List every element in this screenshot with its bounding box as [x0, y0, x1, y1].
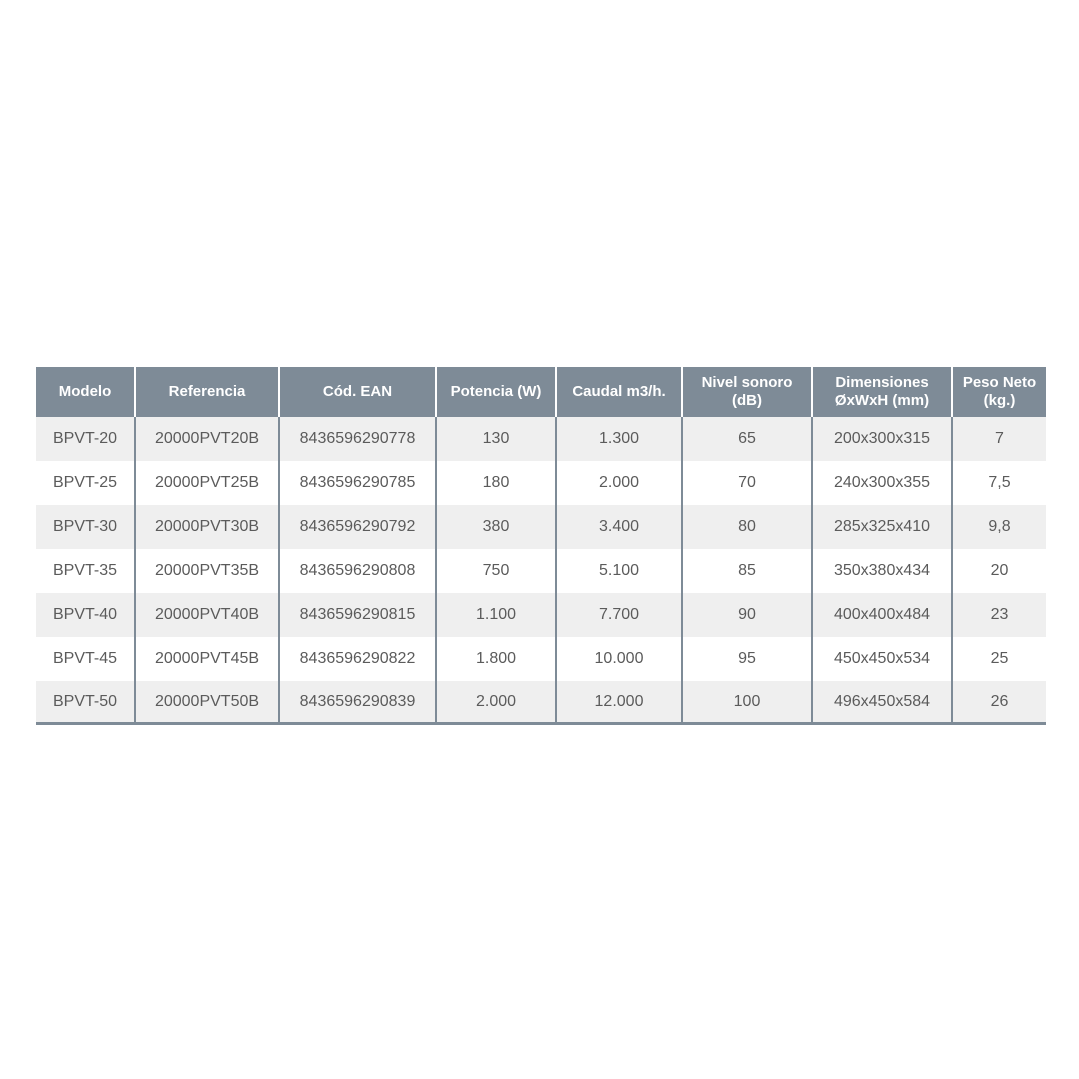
cell-peso-neto: 25: [953, 637, 1046, 681]
cell-referencia: 20000PVT30B: [136, 505, 280, 549]
cell-referencia: 20000PVT20B: [136, 417, 280, 461]
cell-dimensiones: 240x300x355: [813, 461, 953, 505]
cell-cod-ean: 8436596290778: [280, 417, 437, 461]
cell-peso-neto: 23: [953, 593, 1046, 637]
cell-dimensiones: 400x400x484: [813, 593, 953, 637]
cell-nivel-sonoro: 100: [683, 681, 813, 725]
header-row: [36, 367, 1046, 417]
cell-modelo: BPVT-25: [36, 461, 136, 505]
cell-referencia: 20000PVT35B: [136, 549, 280, 593]
cell-cod-ean: 8436596290822: [280, 637, 437, 681]
cell-modelo: BPVT-20: [36, 417, 136, 461]
cell-cod-ean: 8436596290815: [280, 593, 437, 637]
header-nivel-sonoro: Nivel sonoro (dB): [683, 367, 813, 417]
cell-dimensiones: 350x380x434: [813, 549, 953, 593]
cell-cod-ean: 8436596290785: [280, 461, 437, 505]
cell-cod-ean: 8436596290792: [280, 505, 437, 549]
cell-dimensiones: 285x325x410: [813, 505, 953, 549]
header-peso-neto: Peso Neto (kg.): [953, 367, 1046, 417]
cell-modelo: BPVT-40: [36, 593, 136, 637]
cell-caudal: 3.400: [557, 505, 683, 549]
cell-dimensiones: 450x450x534: [813, 637, 953, 681]
cell-potencia: 130: [437, 417, 557, 461]
table-row: [36, 637, 1046, 681]
cell-nivel-sonoro: 80: [683, 505, 813, 549]
cell-peso-neto: 9,8: [953, 505, 1046, 549]
cell-nivel-sonoro: 90: [683, 593, 813, 637]
cell-nivel-sonoro: 65: [683, 417, 813, 461]
cell-modelo: BPVT-35: [36, 549, 136, 593]
cell-potencia: 1.800: [437, 637, 557, 681]
header-referencia: Referencia: [136, 367, 280, 417]
cell-peso-neto: 7,5: [953, 461, 1046, 505]
cell-dimensiones: 200x300x315: [813, 417, 953, 461]
header-cod-ean: Cód. EAN: [280, 367, 437, 417]
cell-potencia: 750: [437, 549, 557, 593]
cell-peso-neto: 7: [953, 417, 1046, 461]
header-dimensiones: Dimensiones ØxWxH (mm): [813, 367, 953, 417]
table-row: [36, 681, 1046, 725]
table-row: [36, 505, 1046, 549]
table-row: [36, 549, 1046, 593]
cell-cod-ean: 8436596290839: [280, 681, 437, 725]
cell-peso-neto: 26: [953, 681, 1046, 725]
cell-potencia: 180: [437, 461, 557, 505]
cell-dimensiones: 496x450x584: [813, 681, 953, 725]
cell-referencia: 20000PVT40B: [136, 593, 280, 637]
table-row: [36, 461, 1046, 505]
cell-modelo: BPVT-45: [36, 637, 136, 681]
cell-cod-ean: 8436596290808: [280, 549, 437, 593]
cell-caudal: 10.000: [557, 637, 683, 681]
cell-potencia: 380: [437, 505, 557, 549]
table-row: [36, 593, 1046, 637]
cell-modelo: BPVT-30: [36, 505, 136, 549]
header-potencia: Potencia (W): [437, 367, 557, 417]
table-row: [36, 417, 1046, 461]
cell-nivel-sonoro: 95: [683, 637, 813, 681]
cell-nivel-sonoro: 85: [683, 549, 813, 593]
cell-peso-neto: 20: [953, 549, 1046, 593]
cell-referencia: 20000PVT45B: [136, 637, 280, 681]
cell-modelo: BPVT-50: [36, 681, 136, 725]
cell-caudal: 12.000: [557, 681, 683, 725]
cell-caudal: 7.700: [557, 593, 683, 637]
cell-potencia: 1.100: [437, 593, 557, 637]
cell-referencia: 20000PVT25B: [136, 461, 280, 505]
cell-nivel-sonoro: 70: [683, 461, 813, 505]
cell-caudal: 5.100: [557, 549, 683, 593]
cell-caudal: 1.300: [557, 417, 683, 461]
cell-referencia: 20000PVT50B: [136, 681, 280, 725]
header-modelo: Modelo: [36, 367, 136, 417]
header-caudal: Caudal m3/h.: [557, 367, 683, 417]
spec-table: [36, 367, 1046, 725]
cell-potencia: 2.000: [437, 681, 557, 725]
cell-caudal: 2.000: [557, 461, 683, 505]
